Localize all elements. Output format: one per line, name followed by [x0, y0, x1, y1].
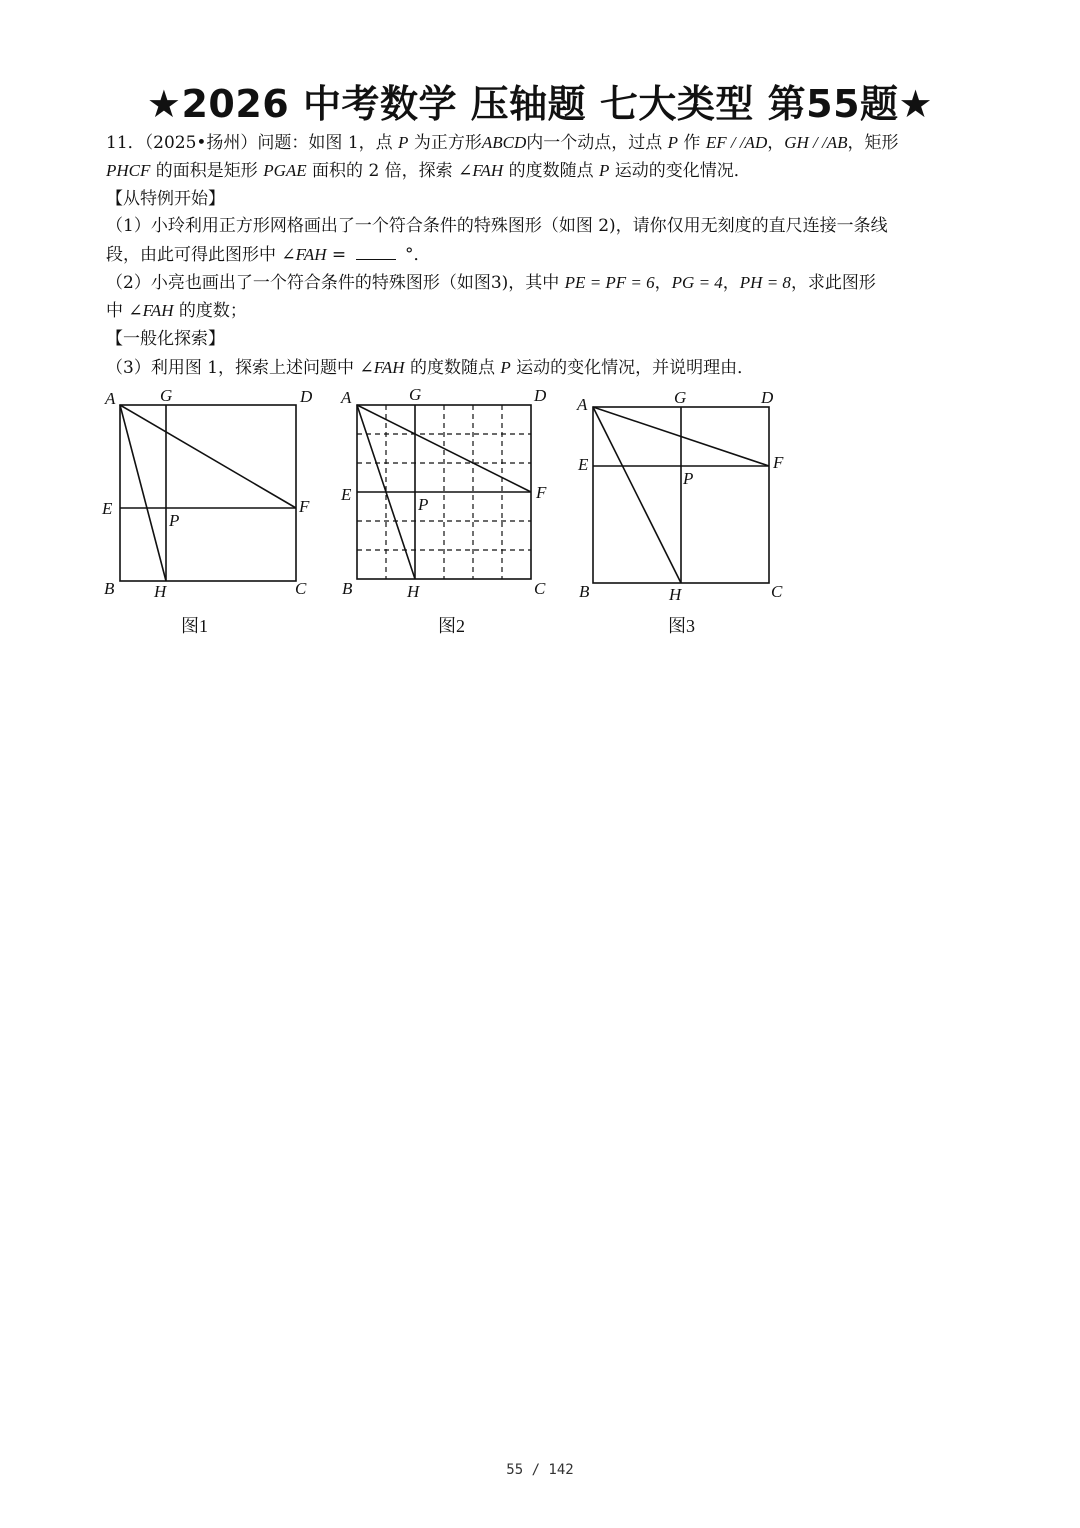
text: 中 — [106, 301, 129, 321]
text: 【一般化探索】 — [106, 329, 225, 349]
text: ， — [767, 133, 785, 153]
section-heading-general — [106, 326, 986, 352]
question-2-line-1 — [106, 270, 986, 296]
label-C: C — [534, 579, 546, 598]
text: 11．（2025•扬州）问题：如图 1，点 — [106, 133, 399, 153]
text: 的面积是矩形 — [150, 161, 264, 181]
label-G: G — [409, 385, 422, 404]
math-P: P — [398, 133, 409, 152]
math-PG: PG = 4 — [671, 273, 723, 292]
text: = — [326, 245, 352, 265]
text: 【从特例开始】 — [106, 189, 225, 209]
text: （3）利用图 1，探索上述问题中 — [106, 358, 360, 378]
label-A: A — [105, 389, 116, 408]
label-E: E — [578, 455, 589, 474]
label-H: H — [154, 582, 167, 601]
math-angle-FAH: ∠FAH — [359, 358, 405, 377]
label-P: P — [418, 495, 429, 514]
text: °． — [399, 245, 431, 265]
text: 段，由此可得此图形中 — [106, 245, 282, 265]
text: ，求此图形 — [790, 273, 876, 293]
label-E: E — [102, 499, 113, 518]
page-title: ★2026 中考数学 压轴题 七大类型 第55题★ — [146, 82, 934, 126]
text: （2）小亮也画出了一个符合条件的特殊图形（如图3)，其中 — [106, 273, 565, 293]
figure-1-caption: 图1 — [181, 616, 208, 636]
text: 运动的变化情况，并说明理由． — [510, 358, 755, 378]
label-C: C — [295, 579, 307, 598]
text: 面积的 2 倍，探索 — [306, 161, 459, 181]
label-D: D — [300, 387, 313, 406]
question-1-line-2 — [106, 242, 986, 268]
text: ， — [654, 273, 672, 293]
text: ，矩形 — [847, 133, 899, 153]
question-1-line-1 — [106, 213, 986, 239]
label-D: D — [761, 388, 774, 407]
page-number: 55 / 142 — [506, 1462, 574, 1478]
segment-AF — [120, 405, 296, 508]
text: ， — [722, 273, 740, 293]
problem-line-2 — [106, 158, 986, 184]
math-PGAE: PGAE — [263, 161, 307, 180]
text: 的度数； — [173, 301, 247, 321]
text: 的度数随点 — [404, 358, 501, 378]
text: 的度数随点 — [503, 161, 599, 181]
text: 内一个动点，过点 — [526, 133, 668, 153]
label-F: F — [299, 497, 310, 516]
segment-AH — [120, 405, 166, 581]
math-angle-FAH: ∠FAH — [458, 161, 504, 180]
figure-3 — [593, 407, 769, 583]
math-EF-parallel-AD: EF / /AD — [705, 133, 768, 152]
text: 为正方形 — [408, 133, 482, 153]
figure-2 — [357, 405, 531, 579]
label-P: P — [683, 469, 694, 488]
label-P: P — [169, 511, 180, 530]
segment-AH — [593, 407, 681, 583]
problem-line-1 — [106, 130, 986, 156]
math-PH: PH = 8 — [739, 273, 791, 292]
text: 运动的变化情况． — [609, 161, 751, 181]
math-PHCF: PHCF — [106, 161, 151, 180]
label-G: G — [674, 388, 687, 407]
label-F: F — [773, 453, 784, 472]
label-H: H — [407, 582, 420, 601]
question-3-line-1 — [106, 355, 986, 381]
label-D: D — [534, 386, 547, 405]
label-B: B — [579, 582, 590, 601]
answer-blank — [356, 245, 396, 260]
section-heading-special — [106, 186, 986, 212]
math-angle-FAH: ∠FAH — [281, 245, 327, 264]
figure-3-caption: 图3 — [668, 616, 695, 636]
label-H: H — [669, 585, 682, 604]
label-G: G — [160, 386, 173, 405]
math-P: P — [599, 161, 610, 180]
label-C: C — [771, 582, 783, 601]
label-F: F — [536, 483, 547, 502]
label-E: E — [341, 485, 352, 504]
label-A: A — [577, 395, 588, 414]
text: （1）小玲利用正方形网格画出了一个符合条件的特殊图形（如图 2)，请你仅用无刻度的直尺连接一条线 — [106, 216, 888, 236]
question-2-line-2 — [106, 298, 986, 324]
label-B: B — [342, 579, 353, 598]
figure-1 — [120, 405, 296, 581]
math-GH-parallel-AB: GH / /AB — [784, 133, 848, 152]
label-B: B — [104, 579, 115, 598]
figures-panel — [0, 380, 1080, 680]
math-angle-FAH: ∠FAH — [128, 301, 174, 320]
math-ABCD: ABCD — [481, 133, 527, 152]
label-A: A — [341, 388, 352, 407]
math-P: P — [500, 358, 511, 377]
figure-2-caption: 图2 — [438, 616, 465, 636]
text: 作 — [678, 133, 706, 153]
math-P: P — [667, 133, 679, 152]
math-PE-PF: PE = PF = 6 — [564, 273, 655, 292]
